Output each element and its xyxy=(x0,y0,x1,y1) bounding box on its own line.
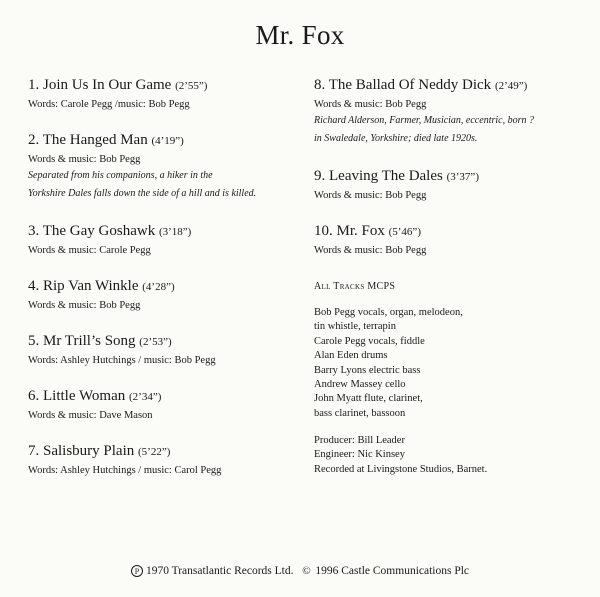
performer-line: tin whistle, terrapin xyxy=(314,321,396,333)
track-duration: (3’18”) xyxy=(158,226,192,238)
track-duration: (2’34”) xyxy=(129,391,162,403)
track-title: 9. Leaving The Dales xyxy=(314,168,443,184)
track-title: 2. The Hanged Man xyxy=(28,132,148,148)
track-note: Yorkshire Dales falls down the side of a hill and is killed. xyxy=(28,188,257,199)
track-item xyxy=(28,442,298,478)
track-heading xyxy=(314,222,586,241)
production-credits xyxy=(314,434,586,477)
track-credit: Words & music: Bob Pegg xyxy=(314,190,427,201)
track-item xyxy=(314,76,586,148)
track-list-left xyxy=(28,76,298,478)
track-list-right xyxy=(314,76,586,477)
page-title: Mr. Fox xyxy=(255,20,345,50)
performer-line: Carole Pegg vocals, fiddle xyxy=(314,335,425,347)
performers-list xyxy=(314,306,586,421)
track-duration: (5’22”) xyxy=(138,446,171,458)
track-heading xyxy=(28,442,298,461)
track-title: 6. Little Woman xyxy=(28,388,126,404)
track-note: Separated from his companions, a hiker in the xyxy=(28,170,213,181)
copyright-text: 1996 Castle Communications Plc xyxy=(315,565,470,577)
track-spacer xyxy=(28,203,298,222)
track-heading xyxy=(28,222,298,241)
track-title: 5. Mr Trill’s Song xyxy=(28,333,136,349)
track-title: 10. Mr. Fox xyxy=(314,223,385,239)
track-credit: Words & music: Bob Pegg xyxy=(28,300,141,311)
performer-line: Bob Pegg vocals, organ, melodeon, xyxy=(314,307,463,318)
track-note: in Swaledale, Yorkshire; died late 1920s. xyxy=(314,133,478,144)
track-credit: Words & music: Bob Pegg xyxy=(314,245,427,256)
track-item xyxy=(28,277,298,313)
performer-line: Barry Lyons electric bass xyxy=(314,364,421,376)
track-title: 7. Salisbury Plain xyxy=(28,443,135,459)
track-spacer xyxy=(314,203,586,222)
track-spacer xyxy=(28,112,298,131)
track-credit: Words & music: Carole Pegg xyxy=(28,245,151,256)
track-spacer xyxy=(314,148,586,167)
track-credit: Words & music: Dave Mason xyxy=(28,410,153,421)
production-line: Recorded at Livingstone Studios, Barnet. xyxy=(314,463,488,475)
track-duration: (5’46”) xyxy=(388,226,421,238)
production-line: Producer: Bill Leader xyxy=(314,435,405,447)
phonogram-text: 1970 Transatlantic Records Ltd. xyxy=(145,565,294,577)
track-item xyxy=(28,332,298,368)
track-duration: (2’49”) xyxy=(494,80,528,92)
track-credit: Words & music: Bob Pegg xyxy=(314,99,427,110)
track-item xyxy=(314,167,586,203)
track-title: 8. The Ballad Of Neddy Dick xyxy=(314,77,492,93)
copyright-icon: © xyxy=(302,565,311,578)
track-credit: Words: Ashley Hutchings / music: Carol Pegg xyxy=(28,465,222,476)
track-item xyxy=(28,387,298,423)
track-title: 1. Join Us In Our Game xyxy=(28,77,172,93)
performer-line: Alan Eden drums xyxy=(314,350,388,362)
track-heading xyxy=(314,76,586,95)
track-duration: (2’53”) xyxy=(139,336,172,348)
track-duration: (3’37”) xyxy=(446,171,479,183)
track-credit: Words: Carole Pegg /music: Bob Pegg xyxy=(28,99,190,110)
track-spacer xyxy=(28,423,298,442)
track-spacer xyxy=(28,258,298,277)
track-credit: Words: Ashley Hutchings / music: Bob Pegg xyxy=(28,355,216,366)
performer-line: John Myatt flute, clarinet, xyxy=(314,393,423,405)
track-credit: Words & music: Bob Pegg xyxy=(28,154,141,165)
track-heading xyxy=(28,76,298,95)
track-heading xyxy=(28,332,298,351)
track-note: Richard Alderson, Farmer, Musician, eccentric, born ? xyxy=(314,115,534,126)
track-heading xyxy=(28,131,298,150)
track-duration: (4’19”) xyxy=(151,135,184,147)
track-item xyxy=(314,222,586,258)
mcps-note: All Tracks MCPS xyxy=(314,281,396,292)
copyright-footer xyxy=(0,565,600,577)
track-item xyxy=(28,131,298,203)
track-duration: (2’55”) xyxy=(175,80,208,92)
phonogram-icon: P xyxy=(131,565,143,577)
track-duration: (4’28”) xyxy=(142,281,175,293)
track-heading xyxy=(314,167,586,186)
track-title: 3. The Gay Goshawk xyxy=(28,223,156,239)
track-heading xyxy=(28,277,298,296)
track-spacer xyxy=(28,313,298,332)
track-title: 4. Rip Van Winkle xyxy=(28,278,139,294)
production-line: Engineer: Nic Kinsey xyxy=(314,449,405,461)
track-item xyxy=(28,76,298,112)
track-spacer xyxy=(28,368,298,387)
track-item xyxy=(28,222,298,258)
performer-line: bass clarinet, bassoon xyxy=(314,407,406,419)
track-list-right-items xyxy=(314,76,586,258)
performer-line: Andrew Massey cello xyxy=(314,379,406,391)
track-heading xyxy=(28,387,298,406)
